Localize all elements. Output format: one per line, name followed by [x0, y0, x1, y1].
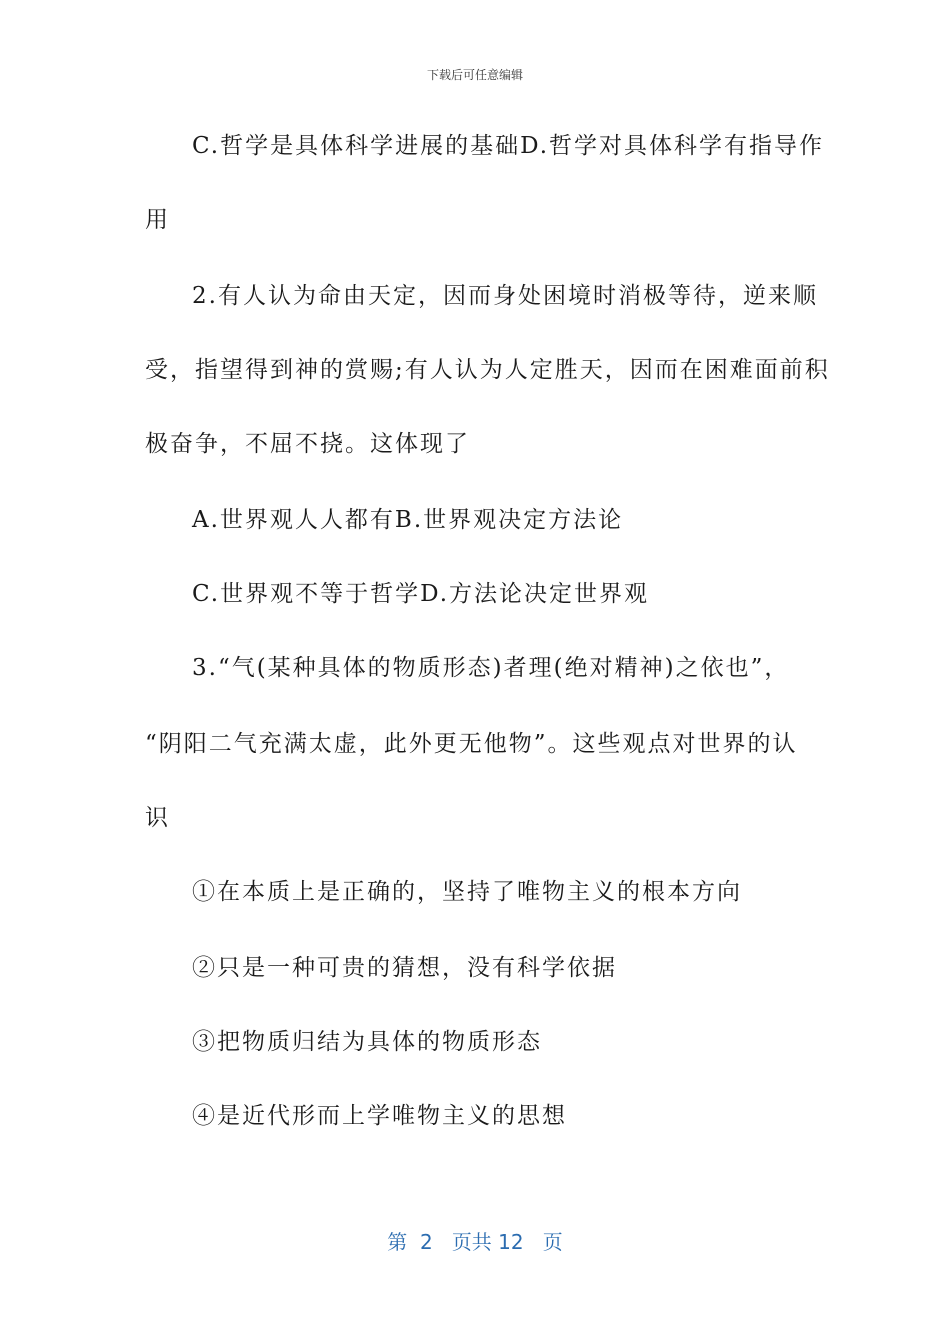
question-2-options-cd: C.世界观不等于哲学D.方法论决定世界观 — [192, 581, 650, 607]
page-header: 下载后可任意编辑 — [426, 68, 523, 82]
question-2-line-1: 2.有人认为命由天定，因而身处困境时消极等待，逆来顺 — [192, 283, 818, 309]
text-line-continuation: 用 — [145, 207, 170, 233]
footer-middle: 页共 — [451, 1230, 492, 1254]
question-3-line-1: 3.“气(某种具体的物质形态)者理(绝对精神)之依也”， — [192, 655, 790, 681]
question-2-line-3: 极奋争，不屈不挠。这体现了 — [145, 431, 470, 457]
question-3-statement-1: ①在本质上是正确的，坚持了唯物主义的根本方向 — [192, 879, 742, 905]
footer-suffix: 页 — [542, 1230, 563, 1254]
question-3-statement-3: ③把物质归结为具体的物质形态 — [192, 1029, 542, 1055]
page-footer — [0, 1226, 950, 1255]
question-3-line-3: 识 — [145, 805, 170, 831]
question-3-line-2: “阴阳二气充满太虚，此外更无他物”。这些观点对世界的认 — [145, 731, 798, 757]
question-2-options-ab: A.世界观人人都有B.世界观决定方法论 — [192, 507, 624, 533]
question-3-statement-2: ②只是一种可贵的猜想，没有科学依据 — [192, 955, 617, 981]
question-3-statement-4: ④是近代形而上学唯物主义的思想 — [192, 1103, 567, 1129]
text-line-option-cd: C.哲学是具体科学进展的基础D.哲学对具体科学有指导作 — [192, 133, 825, 159]
footer-prefix: 第 — [387, 1230, 408, 1254]
footer-page-number: 2 — [420, 1230, 433, 1254]
footer-total-pages: 12 — [498, 1230, 524, 1254]
question-2-line-2: 受，指望得到神的赏赐;有人认为人定胜天，因而在困难面前积 — [145, 357, 830, 383]
